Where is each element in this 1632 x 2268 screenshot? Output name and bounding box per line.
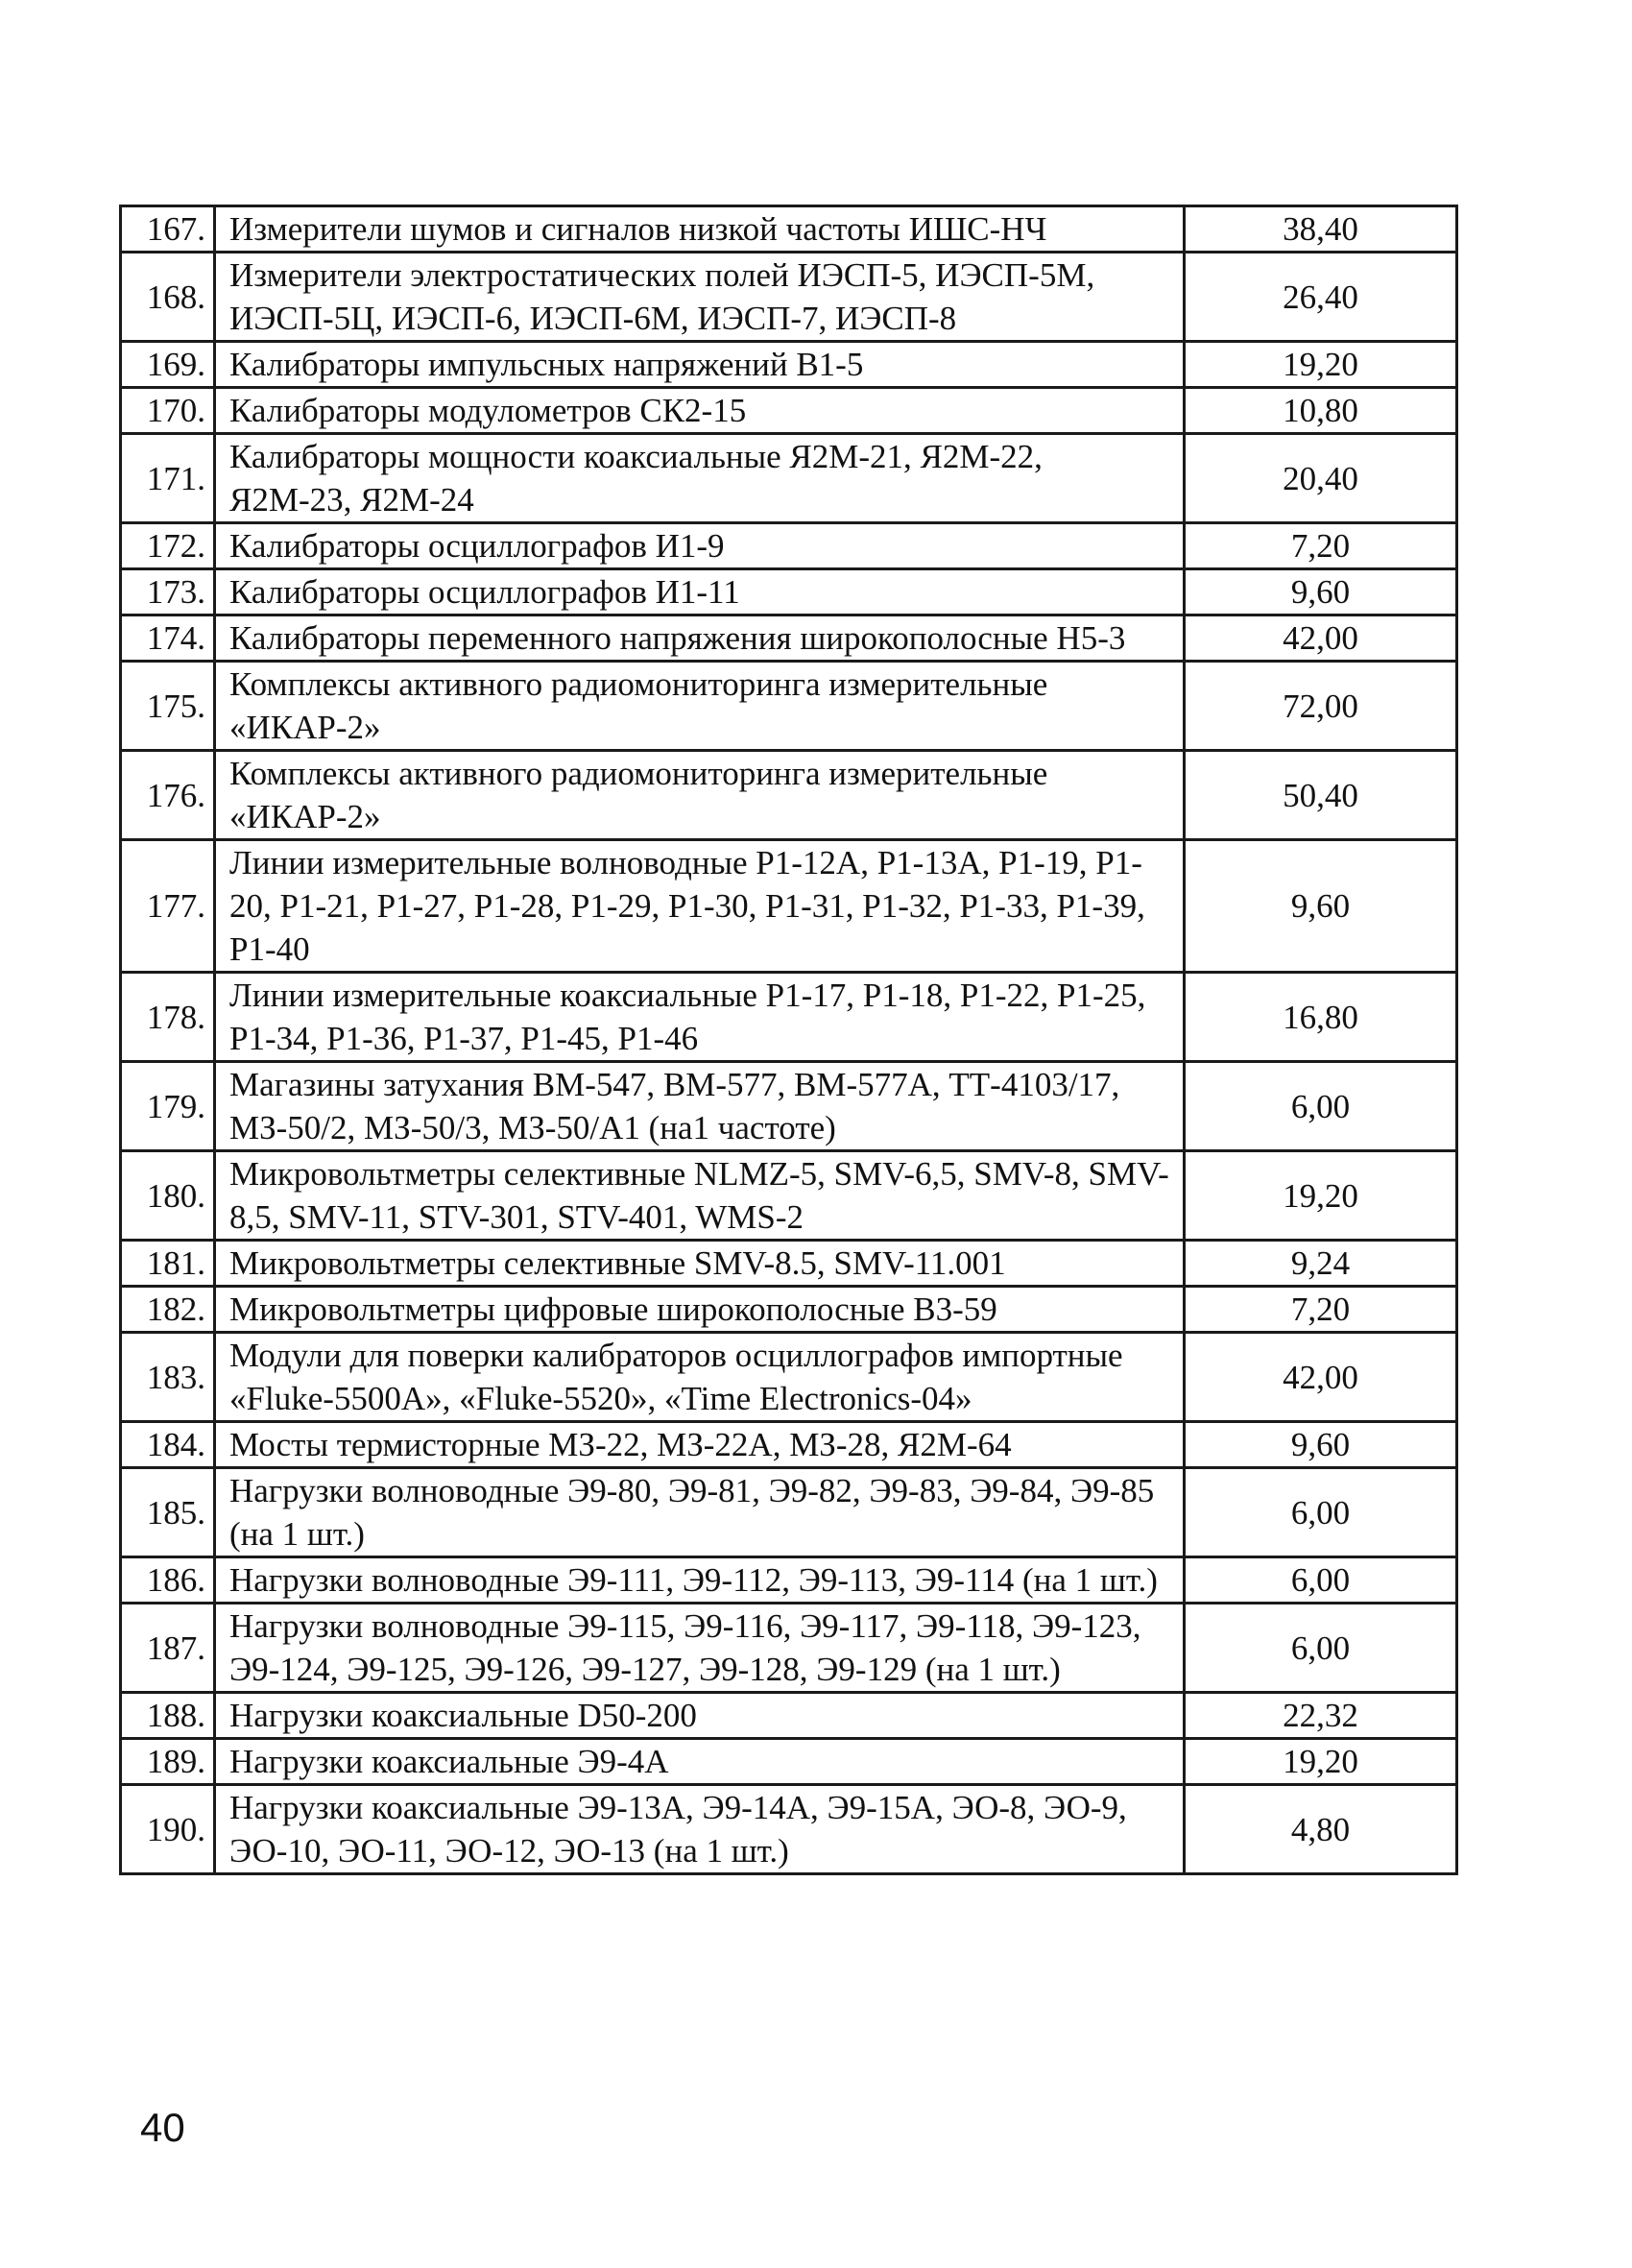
row-description: Линии измерительные коаксиальные Р1-17, Р1-18, Р1-22, Р1-25, Р1-34, Р1-36, Р1-37, Р1-45, Р1-46 (215, 973, 1185, 1062)
row-description: Измерители электростатических полей ИЭСП-5, ИЭСП-5М, ИЭСП-5Ц, ИЭСП-6, ИЭСП-6М, ИЭСП-7, ИЭСП-8 (215, 253, 1185, 342)
row-price: 20,40 (1185, 434, 1457, 523)
table-row (121, 342, 1457, 388)
row-number: 167. (121, 206, 215, 253)
row-number: 184. (121, 1422, 215, 1468)
row-number: 180. (121, 1151, 215, 1241)
row-number: 188. (121, 1693, 215, 1739)
row-number: 187. (121, 1604, 215, 1693)
row-description: Комплексы активного радиомониторинга измерительные «ИКАР-2» (215, 751, 1185, 840)
row-price: 9,24 (1185, 1241, 1457, 1287)
row-number: 173. (121, 569, 215, 615)
row-description: Калибраторы модулометров СК2-15 (215, 388, 1185, 434)
row-number: 175. (121, 662, 215, 751)
row-description: Микровольтметры селективные NLMZ-5, SMV-6,5, SMV-8, SMV-8,5, SMV-11, STV-301, STV-401, WMS-2 (215, 1151, 1185, 1241)
table-row (121, 206, 1457, 253)
row-description: Линии измерительные волноводные Р1-12А, Р1-13А, Р1-19, Р1-20, Р1-21, Р1-27, Р1-28, Р1-29, Р1-30, Р1-31, Р1-32, Р1-33, Р1-39, Р1-40 (215, 840, 1185, 973)
row-description: Калибраторы осциллографов И1-11 (215, 569, 1185, 615)
row-description: Нагрузки коаксиальные D50-200 (215, 1693, 1185, 1739)
table-row (121, 1287, 1457, 1333)
price-table-body (121, 206, 1457, 1874)
table-row (121, 1062, 1457, 1151)
row-price: 6,00 (1185, 1468, 1457, 1557)
table-row (121, 253, 1457, 342)
row-price: 4,80 (1185, 1785, 1457, 1874)
row-price: 7,20 (1185, 523, 1457, 569)
row-price: 9,60 (1185, 569, 1457, 615)
row-number: 190. (121, 1785, 215, 1874)
row-price: 10,80 (1185, 388, 1457, 434)
row-price: 42,00 (1185, 1333, 1457, 1422)
row-price: 50,40 (1185, 751, 1457, 840)
row-number: 170. (121, 388, 215, 434)
row-price: 72,00 (1185, 662, 1457, 751)
row-price: 6,00 (1185, 1604, 1457, 1693)
row-price: 19,20 (1185, 1739, 1457, 1785)
row-price: 19,20 (1185, 1151, 1457, 1241)
row-description: Микровольтметры селективные SMV-8.5, SMV-11.001 (215, 1241, 1185, 1287)
row-price: 7,20 (1185, 1287, 1457, 1333)
row-number: 179. (121, 1062, 215, 1151)
row-number: 174. (121, 615, 215, 662)
page-number: 40 (140, 2105, 185, 2150)
row-price: 26,40 (1185, 253, 1457, 342)
table-row (121, 1693, 1457, 1739)
table-row (121, 388, 1457, 434)
table-row (121, 662, 1457, 751)
table-row (121, 840, 1457, 973)
row-description: Нагрузки волноводные Э9-111, Э9-112, Э9-113, Э9-114 (на 1 шт.) (215, 1557, 1185, 1604)
row-description: Калибраторы импульсных напряжений В1-5 (215, 342, 1185, 388)
row-description: Измерители шумов и сигналов низкой частоты ИШС-НЧ (215, 206, 1185, 253)
row-description: Калибраторы переменного напряжения широкополосные Н5-3 (215, 615, 1185, 662)
row-price: 42,00 (1185, 615, 1457, 662)
row-price: 38,40 (1185, 206, 1457, 253)
row-description: Нагрузки волноводные Э9-115, Э9-116, Э9-117, Э9-118, Э9-123, Э9-124, Э9-125, Э9-126, Э9-127, Э9-128, Э9-129 (на 1 шт.) (215, 1604, 1185, 1693)
row-number: 181. (121, 1241, 215, 1287)
row-number: 178. (121, 973, 215, 1062)
row-description: Магазины затухания ВМ-547, ВМ-577, ВМ-577А, ТТ-4103/17, МЗ-50/2, МЗ-50/3, МЗ-50/А1 (на1 частоте) (215, 1062, 1185, 1151)
row-description: Нагрузки коаксиальные Э9-4А (215, 1739, 1185, 1785)
row-number: 182. (121, 1287, 215, 1333)
row-description: Комплексы активного радиомониторинга измерительные «ИКАР-2» (215, 662, 1185, 751)
table-row (121, 1468, 1457, 1557)
table-row (121, 751, 1457, 840)
row-number: 186. (121, 1557, 215, 1604)
table-row (121, 1151, 1457, 1241)
table-row (121, 523, 1457, 569)
table-row (121, 1604, 1457, 1693)
row-price: 9,60 (1185, 840, 1457, 973)
table-row (121, 1785, 1457, 1874)
row-description: Модули для поверки калибраторов осциллографов импортные «Fluke-5500А», «Fluke-5520», «Time Electronics-04» (215, 1333, 1185, 1422)
row-price: 16,80 (1185, 973, 1457, 1062)
row-description: Мосты термисторные МЗ-22, МЗ-22А, МЗ-28, Я2М-64 (215, 1422, 1185, 1468)
table-row (121, 1422, 1457, 1468)
row-price: 22,32 (1185, 1693, 1457, 1739)
row-description: Калибраторы мощности коаксиальные Я2М-21, Я2М-22, Я2М-23, Я2М-24 (215, 434, 1185, 523)
price-table (119, 205, 1458, 1875)
row-number: 185. (121, 1468, 215, 1557)
row-number: 177. (121, 840, 215, 973)
table-row (121, 1333, 1457, 1422)
row-number: 189. (121, 1739, 215, 1785)
row-description: Нагрузки волноводные Э9-80, Э9-81, Э9-82, Э9-83, Э9-84, Э9-85 (на 1 шт.) (215, 1468, 1185, 1557)
row-number: 171. (121, 434, 215, 523)
row-number: 176. (121, 751, 215, 840)
row-number: 168. (121, 253, 215, 342)
row-price: 19,20 (1185, 342, 1457, 388)
row-description: Нагрузки коаксиальные Э9-13А, Э9-14А, Э9-15А, ЭО-8, ЭО-9, ЭО-10, ЭО-11, ЭО-12, ЭО-13 (на 1 шт.) (215, 1785, 1185, 1874)
table-row (121, 434, 1457, 523)
table-row (121, 569, 1457, 615)
row-number: 172. (121, 523, 215, 569)
table-row (121, 1557, 1457, 1604)
row-number: 183. (121, 1333, 215, 1422)
table-row (121, 615, 1457, 662)
table-row (121, 1739, 1457, 1785)
row-price: 9,60 (1185, 1422, 1457, 1468)
row-price: 6,00 (1185, 1062, 1457, 1151)
row-description: Калибраторы осциллографов И1-9 (215, 523, 1185, 569)
row-number: 169. (121, 342, 215, 388)
row-price: 6,00 (1185, 1557, 1457, 1604)
row-description: Микровольтметры цифровые широкополосные В3-59 (215, 1287, 1185, 1333)
table-row (121, 973, 1457, 1062)
table-row (121, 1241, 1457, 1287)
